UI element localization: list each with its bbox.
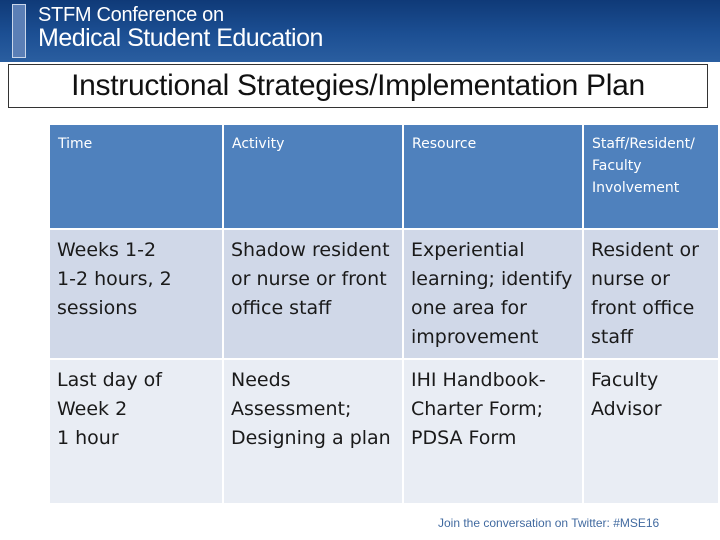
table-row [49,229,719,359]
implementation-plan-table [48,123,720,505]
banner-conference-name: Medical Student Education [38,24,323,52]
cell-line: IHI Handbook- [411,369,546,391]
cell-line: Weeks 1-2 [57,239,157,261]
slide-title: Instructional Strategies/Implementation Plan [71,69,645,102]
cell-line: Week 2 [57,398,128,420]
cell-resource [403,359,583,504]
banner-accent-bar [12,4,26,58]
table-row [49,359,719,504]
cell-line: Advisor [591,398,662,420]
cell-line: front office [591,297,695,319]
banner-conference-line: STFM Conference on [38,4,224,26]
cell-time [49,229,223,359]
cell-line: learning; identify [411,268,573,290]
cell-activity [223,229,403,359]
cell-line: 1-2 hours, 2 [57,268,172,290]
header-resource [403,124,583,229]
cell-line: sessions [57,297,138,319]
header-line: Time [58,136,93,152]
cell-line: PDSA Form [411,427,517,449]
cell-line: Assessment; [231,398,352,420]
cell-involvement [583,229,719,359]
cell-line: Charter Form; [411,398,544,420]
cell-line: Last day of [57,369,162,391]
header-line: Resource [412,136,477,152]
twitter-footer: Join the conversation on Twitter: #MSE16 [438,516,660,530]
header-line: Faculty [592,158,642,174]
header-line: Involvement [592,180,680,196]
table-header-row [49,124,719,229]
cell-line: office staff [231,297,332,319]
header-activity [223,124,403,229]
cell-line: Experiential [411,239,525,261]
cell-line: staff [591,326,634,348]
cell-involvement [583,359,719,504]
header-line: Activity [232,136,285,152]
slide-title-box [8,64,708,108]
header-line: Staff/Resident/ [592,136,695,152]
cell-line: one area for [411,297,527,319]
cell-time [49,359,223,504]
cell-line: nurse or [591,268,670,290]
cell-line: 1 hour [57,427,119,449]
cell-line: Needs [231,369,291,391]
cell-activity [223,359,403,504]
cell-line: Designing a plan [231,427,391,449]
cell-line: improvement [411,326,539,348]
header-involvement [583,124,719,229]
conference-banner [0,0,720,62]
cell-line: Faculty [591,369,659,391]
header-time [49,124,223,229]
cell-line: Shadow resident [231,239,390,261]
cell-resource [403,229,583,359]
cell-line: or nurse or front [231,268,387,290]
cell-line: Resident or [591,239,699,261]
